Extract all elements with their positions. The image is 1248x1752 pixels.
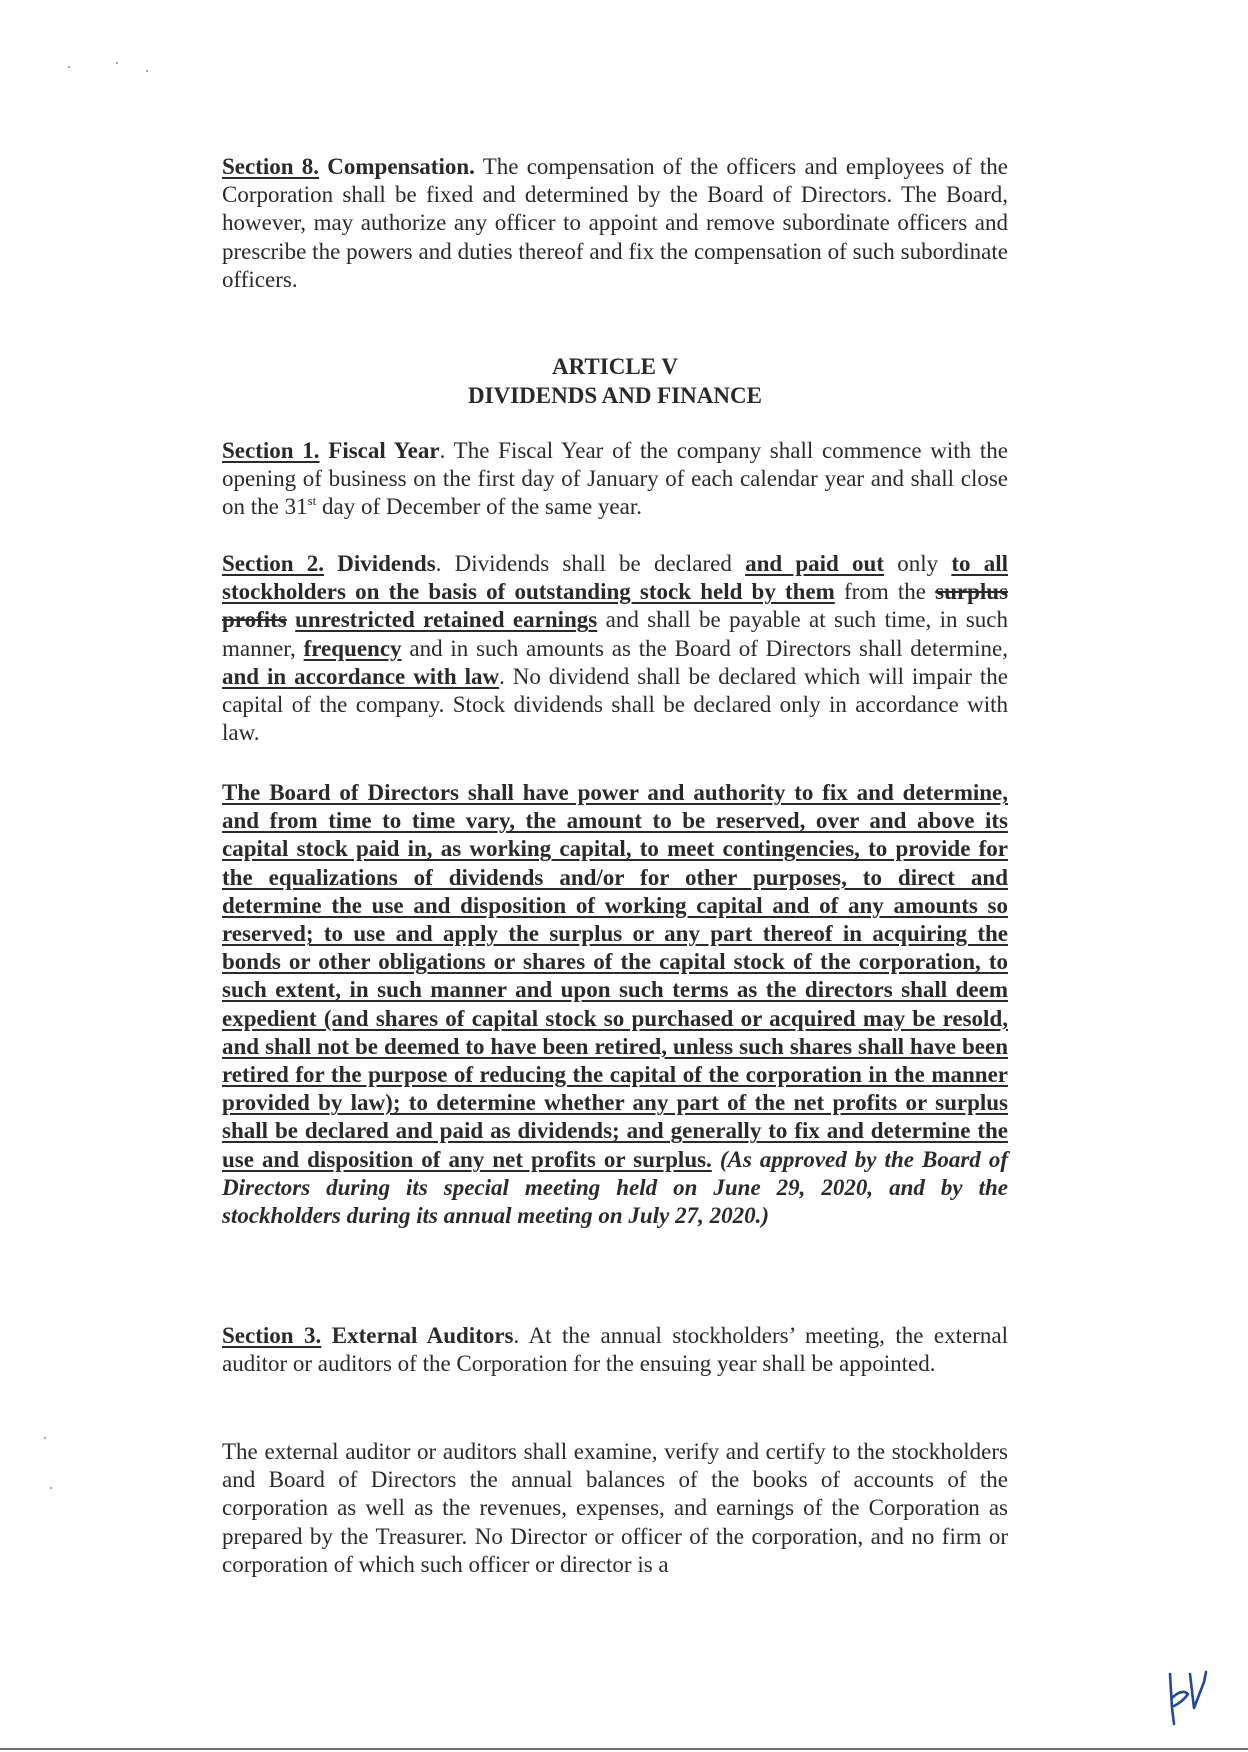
section-1-heading: Fiscal Year bbox=[328, 438, 440, 463]
section-8-paragraph bbox=[222, 153, 1008, 294]
insertion-accordance-law: and in accordance with law bbox=[222, 663, 500, 689]
article-heading bbox=[222, 352, 1008, 410]
section-2-heading-dot: . bbox=[435, 551, 442, 576]
article-title: DIVIDENDS AND FINANCE bbox=[468, 383, 762, 408]
section-8-text: The compensation of the officers and employees of the Corporation shall be fixed and determined by the Board of Directors. The Board, however, may authorize any officer to appoint and remove subordinate officers and prescribe the powers and duties thereof and fix the compensation of such subordinate officers. bbox=[222, 154, 1008, 292]
section-1-title: Section 1. bbox=[222, 438, 320, 463]
scan-bottom-edge bbox=[0, 1748, 1248, 1750]
insertion-retained-earnings: unrestricted retained earnings bbox=[295, 607, 598, 633]
auditors-text: The external auditor or auditors shall examine, verify and certify to the stockholders and Board of Directors the annual balances of the books of accounts of the corporation as well as the revenues, expenses, and earnings of the Corporation as prepared by the Treasurer. No Director or officer of the corporation, and no firm or corporation of which such officer or director is a bbox=[222, 1439, 1008, 1577]
insertion-paid-out: and paid out bbox=[745, 551, 885, 576]
section-2-paragraph bbox=[222, 550, 1008, 747]
section-3-paragraph bbox=[222, 1322, 1008, 1378]
section-3-heading-dot: . bbox=[513, 1323, 520, 1348]
deletion-surplus-profits: surplus profits bbox=[222, 579, 1009, 633]
section-1-paragraph bbox=[222, 437, 1008, 522]
section-8-heading: Compensation. bbox=[327, 154, 475, 179]
section-2-text-6: . No dividend shall be declared which will impair the capital of the company. Stock dividends shall be declared only in accordance with law. bbox=[222, 663, 1008, 746]
article-number: ARTICLE V bbox=[552, 354, 678, 379]
insertion-stockholders: to all stockholders on the basis of outstanding stock held by them bbox=[222, 551, 1008, 605]
section-2-text-3: from the bbox=[844, 579, 926, 605]
section-3-text: At the annual stockholders’ meeting, the external auditor or auditors of the Corporation for the ensuing year shall be appointed. bbox=[222, 1323, 1008, 1377]
section-3-heading: External Auditors bbox=[331, 1323, 514, 1348]
section-2-text-4: and shall be payable at such time, in such manner, bbox=[222, 607, 1009, 661]
insertion-frequency: frequency bbox=[303, 635, 402, 661]
approval-note: (As approved by the Board of Directors during its special meeting held on June 29, 2020, and by the stockholders during its annual meeting on July 27, 2020.) bbox=[222, 1146, 1008, 1229]
board-powers-amendment: The Board of Directors shall have power and authority to fix and determine, and from time to time vary, the amount to be reserved, over and above its capital stock paid in, as working capital, to meet contingencies, to provide for the equalizations of dividends and/or for other purposes, to direct and determine the use and disposition of working capital and of any amounts so reserved; to use and apply the surplus or any part thereof in acquiring the bonds or other obligations or shares of the capital stock of the corporation, to such extent, in such manner and upon such terms as the directors shall deem expedient (and shares of capital stock so purchased or acquired may be resold, and shall not be deemed to have been retired, unless such shares shall have been retired for the purpose of reducing the capital of the corporation in the manner provided by law); to determine whether any part of the net profits or surplus shall be declared and paid as dividends; and generally to fix and determine the use and disposition of any net profits or surplus. bbox=[222, 780, 1008, 1172]
ordinal-suffix: st bbox=[307, 493, 317, 509]
section-2-text-1: Dividends shall be declared bbox=[454, 551, 732, 576]
section-1-text-end: day of December of the same year. bbox=[322, 494, 642, 520]
handwritten-initials bbox=[1164, 1668, 1210, 1730]
section-2-text-2: only bbox=[897, 551, 939, 576]
section-3-title: Section 3. bbox=[222, 1323, 322, 1348]
section-2-title: Section 2. bbox=[222, 551, 325, 576]
section-2-text-5: and in such amounts as the Board of Directors shall determine, bbox=[409, 635, 1009, 661]
section-1-heading-dot: . bbox=[439, 438, 446, 463]
auditors-paragraph bbox=[222, 1438, 1008, 1579]
section-1-text: The Fiscal Year of the company shall commence with the opening of business on the first day of January of each calendar year and shall close on the 31 bbox=[222, 438, 1008, 520]
section-2-heading: Dividends bbox=[337, 551, 436, 576]
board-powers-paragraph bbox=[222, 779, 1008, 1230]
section-8-title: Section 8. bbox=[222, 154, 320, 179]
